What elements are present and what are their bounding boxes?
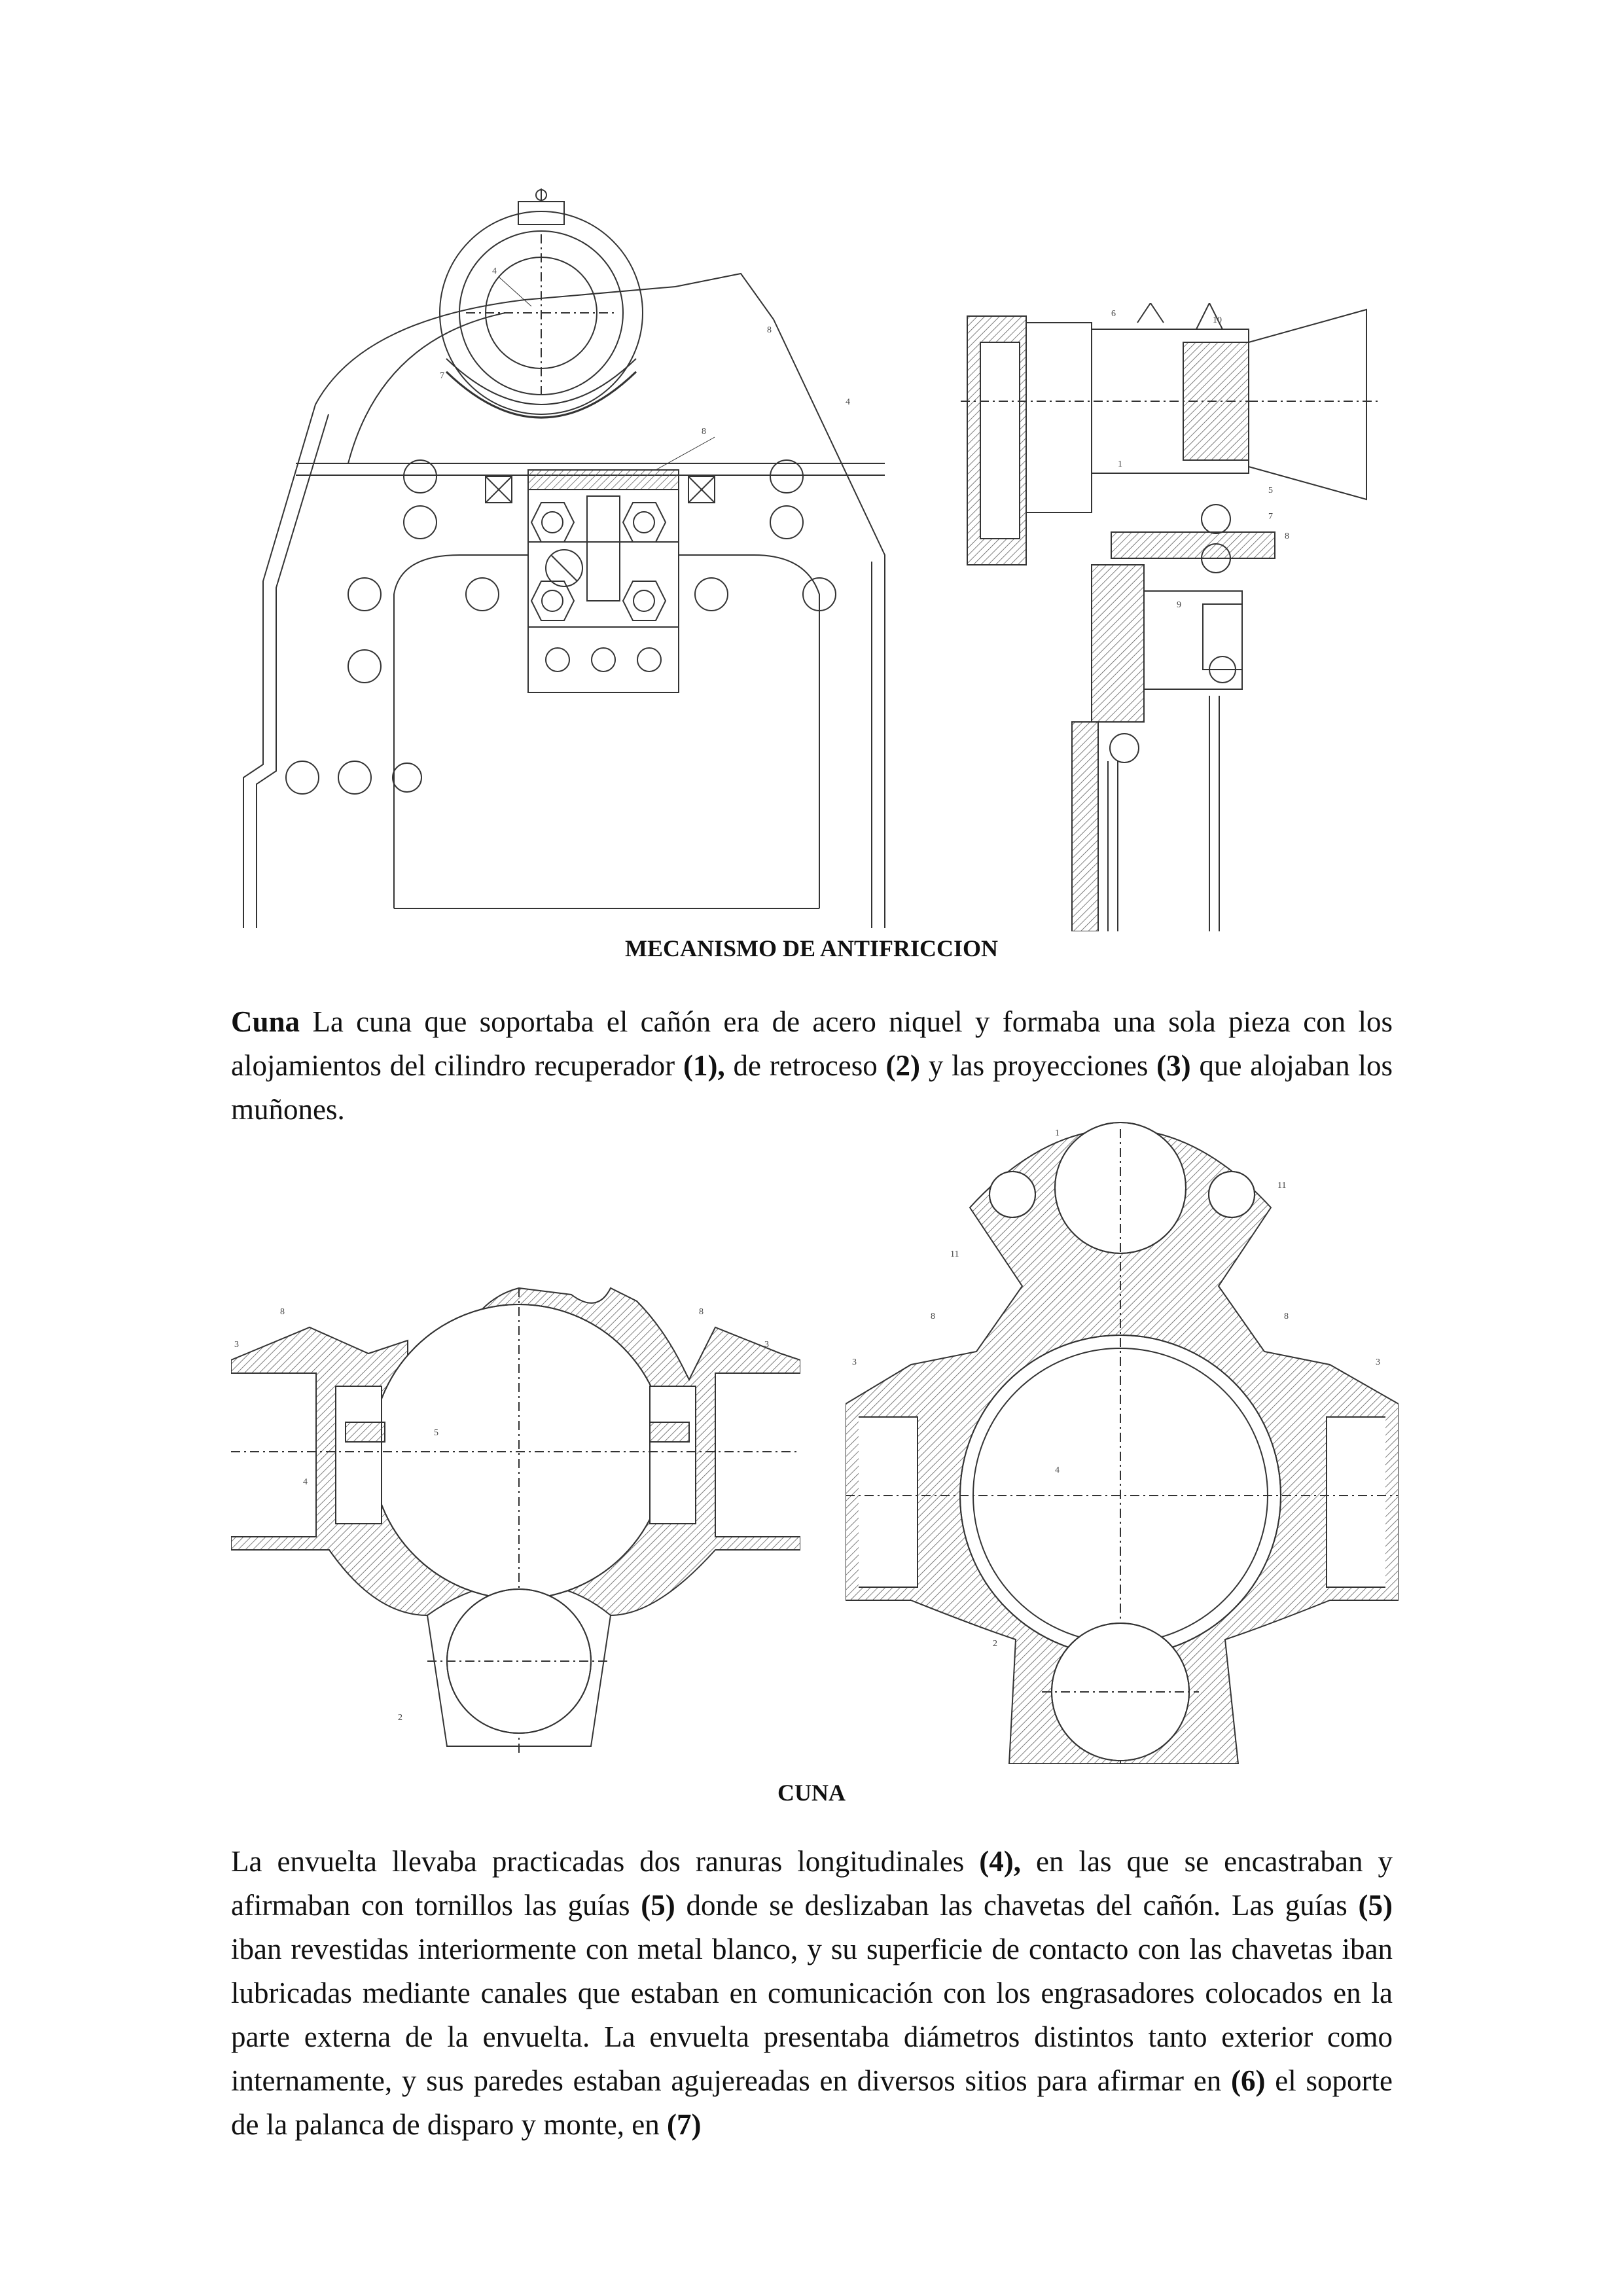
fig1-side-label: 5 bbox=[1268, 486, 1273, 495]
fig2-right-label: 3 bbox=[1376, 1357, 1380, 1367]
fig1-side-label: 1 bbox=[1118, 459, 1122, 469]
fig1-label: 7 bbox=[440, 371, 444, 381]
reference-number: (2) bbox=[885, 1049, 921, 1082]
fig2-left-label: 2 bbox=[398, 1713, 402, 1723]
fig1-side-label: 8 bbox=[1285, 531, 1289, 541]
paragraph-text: La cuna que soportaba el cañón era de acero niquel y formaba una sola pieza con los alojamientos del cilindro recuperador bbox=[231, 1005, 1393, 1082]
paragraph-text: que alojaban los muñones. bbox=[231, 1049, 1393, 1126]
fig1-side-label: 7 bbox=[1268, 512, 1273, 522]
fig1-side-label: 9 bbox=[1177, 600, 1181, 610]
fig1-label: 4 bbox=[492, 266, 497, 276]
fig2-left-label: 5 bbox=[434, 1428, 438, 1438]
reference-number: (1), bbox=[683, 1049, 725, 1082]
reference-number: (6) bbox=[1231, 2064, 1266, 2097]
fig2-left-label: 4 bbox=[303, 1477, 308, 1487]
fig2-left-label: 8 bbox=[699, 1307, 704, 1317]
cuna-left-drawing bbox=[231, 1275, 800, 1756]
antifriction-front-drawing bbox=[230, 188, 954, 928]
paragraph-text: el soporte de la palanca de disparo y monte, en bbox=[231, 2064, 1393, 2141]
paragraph-text: donde se deslizaban las chavetas del cañón. Las guías bbox=[675, 1889, 1359, 1922]
fig1-label: 8 bbox=[702, 427, 706, 437]
fig2-left-label: 3 bbox=[234, 1340, 239, 1350]
paragraph-text: iban revestidas interiormente con metal blanco, y su superficie de contacto con las chavetas iban lubricadas mediante canales que estaban en comunicación con los engrasadores colocados en la parte externa de la envuelta. La envuelta presentaba diámetros distintos tanto exterior como internamente, y sus paredes estaban agujereadas en diversos sitios para afirmar en bbox=[231, 1933, 1393, 2097]
paragraph-envuelta bbox=[231, 1840, 1393, 2147]
fig2-right-label: 11 bbox=[1277, 1181, 1287, 1191]
paragraph-text: y las proyecciones bbox=[920, 1049, 1157, 1082]
fig2-right-label: 8 bbox=[1284, 1312, 1289, 1321]
fig2-left-label: 3 bbox=[764, 1340, 769, 1350]
reference-number: (4), bbox=[979, 1845, 1022, 1878]
antifriction-side-drawing bbox=[961, 303, 1380, 931]
figure-caption-antifriction: MECANISMO DE ANTIFRICCION bbox=[624, 935, 999, 961]
reference-number: (5) bbox=[641, 1889, 675, 1922]
fig2-right-label: 3 bbox=[852, 1357, 857, 1367]
cuna-right-drawing bbox=[846, 1116, 1399, 1764]
fig1-label: 4 bbox=[846, 397, 850, 407]
reference-number: (5) bbox=[1358, 1889, 1393, 1922]
reference-number: (7) bbox=[667, 2108, 702, 2141]
paragraph-text: La envuelta llevaba practicadas dos ranuras longitudinales bbox=[231, 1845, 980, 1878]
paragraph-heading: Cuna bbox=[231, 1005, 300, 1038]
fig1-side-label: 6 bbox=[1111, 309, 1116, 319]
paragraph-cuna bbox=[231, 1000, 1393, 1132]
fig2-right-label: 8 bbox=[931, 1312, 935, 1321]
reference-number: (3) bbox=[1156, 1049, 1191, 1082]
paragraph-text: de retroceso bbox=[724, 1049, 886, 1082]
fig2-right-label: 1 bbox=[1055, 1128, 1060, 1138]
fig2-right-label: 11 bbox=[950, 1249, 959, 1259]
fig2-left-label: 8 bbox=[280, 1307, 285, 1317]
fig1-side-label: 10 bbox=[1213, 315, 1222, 325]
fig1-label: 8 bbox=[767, 325, 772, 335]
fig2-right-label: 2 bbox=[993, 1639, 997, 1649]
figure-caption-cuna: CUNA bbox=[777, 1780, 846, 1806]
paragraph-text: en las que se encastraban y afirmaban con tornillos las guías bbox=[231, 1845, 1393, 1922]
fig2-right-label: 4 bbox=[1055, 1465, 1060, 1475]
